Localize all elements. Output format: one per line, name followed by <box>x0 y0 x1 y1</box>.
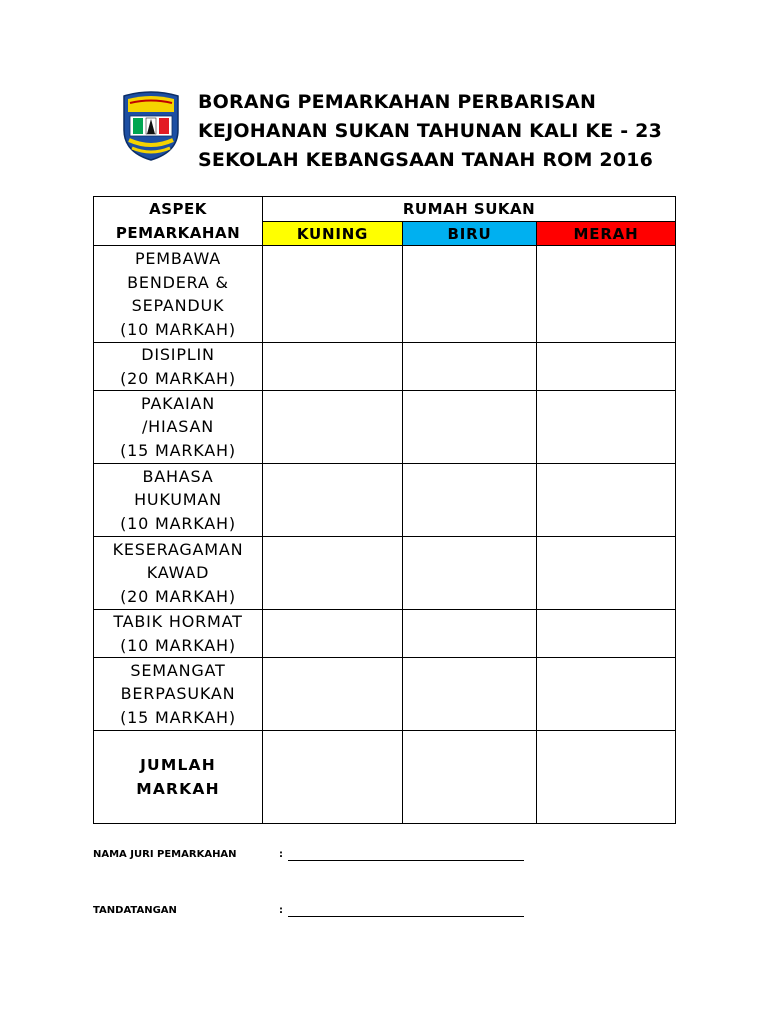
aspect-line: PAKAIAN <box>141 393 215 413</box>
judge-name-label: NAMA JURI PEMARKAHAN <box>93 849 237 860</box>
aspect-line: SEPANDUK <box>131 296 225 315</box>
aspect-cell <box>94 610 263 658</box>
signature-label: TANDATANGAN <box>93 905 177 916</box>
score-cell-merah[interactable] <box>537 610 676 658</box>
score-cell-merah[interactable] <box>537 246 676 343</box>
aspect-cell <box>94 343 263 391</box>
aspect-header <box>94 197 263 246</box>
aspect-line: PEMBAWA <box>134 249 222 268</box>
aspect-line: (20 MARKAH) <box>120 586 236 606</box>
title-line-3: SEKOLAH KEBANGSAAN TANAH ROM 2016 <box>198 149 654 171</box>
aspect-cell <box>94 537 263 610</box>
aspect-line: BENDERA & <box>127 272 229 292</box>
total-cell-biru[interactable] <box>403 731 537 824</box>
table-row <box>94 246 676 343</box>
aspect-line: BERPASUKAN <box>120 684 236 704</box>
score-cell-biru[interactable] <box>403 658 537 731</box>
score-cell-biru[interactable] <box>403 391 537 464</box>
total-label-line: MARKAH <box>136 780 220 798</box>
score-cell-merah[interactable] <box>537 658 676 731</box>
judge-name-line[interactable] <box>288 860 524 861</box>
score-cell-kuning[interactable] <box>263 537 403 610</box>
form-title <box>198 88 738 175</box>
score-cell-kuning[interactable] <box>263 246 403 343</box>
score-cell-biru[interactable] <box>403 464 537 537</box>
table-row <box>94 343 676 391</box>
aspect-header-line-1: ASPEK <box>149 200 207 218</box>
house-kuning-header: KUNING <box>263 222 403 246</box>
aspect-line: TABIK HORMAT <box>113 612 243 631</box>
score-cell-kuning[interactable] <box>263 610 403 658</box>
score-cell-kuning[interactable] <box>263 391 403 464</box>
rumah-sukan-header: RUMAH SUKAN <box>263 197 676 222</box>
score-cell-kuning[interactable] <box>263 658 403 731</box>
table-row <box>94 391 676 464</box>
aspect-line: (10 MARKAH) <box>120 635 236 655</box>
total-label-cell <box>94 731 263 824</box>
aspect-line: (15 MARKAH) <box>120 707 236 727</box>
score-cell-kuning[interactable] <box>263 343 403 391</box>
title-line-1: BORANG PEMARKAHAN PERBARISAN <box>198 91 597 113</box>
total-cell-kuning[interactable] <box>263 731 403 824</box>
aspect-line: HUKUMAN <box>134 490 222 510</box>
total-label-line: JUMLAH <box>140 756 216 774</box>
aspect-line: SEMANGAT <box>130 660 226 680</box>
aspect-cell <box>94 246 263 343</box>
table-row <box>94 537 676 610</box>
aspect-line: KAWAD <box>146 563 210 583</box>
house-merah-header: MERAH <box>537 222 676 246</box>
score-cell-merah[interactable] <box>537 537 676 610</box>
aspect-header-line-2: PEMARKAHAN <box>115 224 241 242</box>
table-row <box>94 464 676 537</box>
table-header-row <box>94 197 676 222</box>
table-row <box>94 610 676 658</box>
judge-name-colon: : <box>279 849 283 860</box>
score-cell-merah[interactable] <box>537 343 676 391</box>
aspect-line: KESERAGAMAN <box>112 539 244 559</box>
aspect-line: (20 MARKAH) <box>120 368 236 388</box>
house-biru-header: BIRU <box>403 222 537 246</box>
aspect-line: (10 MARKAH) <box>120 513 236 533</box>
total-cell-merah[interactable] <box>537 731 676 824</box>
scoring-table <box>93 196 676 824</box>
aspect-cell <box>94 391 263 464</box>
total-row <box>94 731 676 824</box>
score-cell-kuning[interactable] <box>263 464 403 537</box>
aspect-cell <box>94 464 263 537</box>
table-row <box>94 658 676 731</box>
score-cell-biru[interactable] <box>403 246 537 343</box>
aspect-line: DISIPLIN <box>141 345 215 364</box>
signature-colon: : <box>279 905 283 916</box>
school-crest-logo <box>120 90 182 162</box>
title-line-2: KEJOHANAN SUKAN TAHUNAN KALI KE - 23 <box>198 120 663 142</box>
score-cell-merah[interactable] <box>537 464 676 537</box>
aspect-line: (10 MARKAH) <box>120 319 236 339</box>
aspect-line: BAHASA <box>142 466 214 486</box>
score-cell-biru[interactable] <box>403 537 537 610</box>
aspect-cell <box>94 658 263 731</box>
score-cell-merah[interactable] <box>537 391 676 464</box>
score-cell-biru[interactable] <box>403 343 537 391</box>
aspect-line: /HIASAN <box>141 417 215 437</box>
signature-line[interactable] <box>288 916 524 917</box>
aspect-line: (15 MARKAH) <box>120 440 236 460</box>
score-cell-biru[interactable] <box>403 610 537 658</box>
